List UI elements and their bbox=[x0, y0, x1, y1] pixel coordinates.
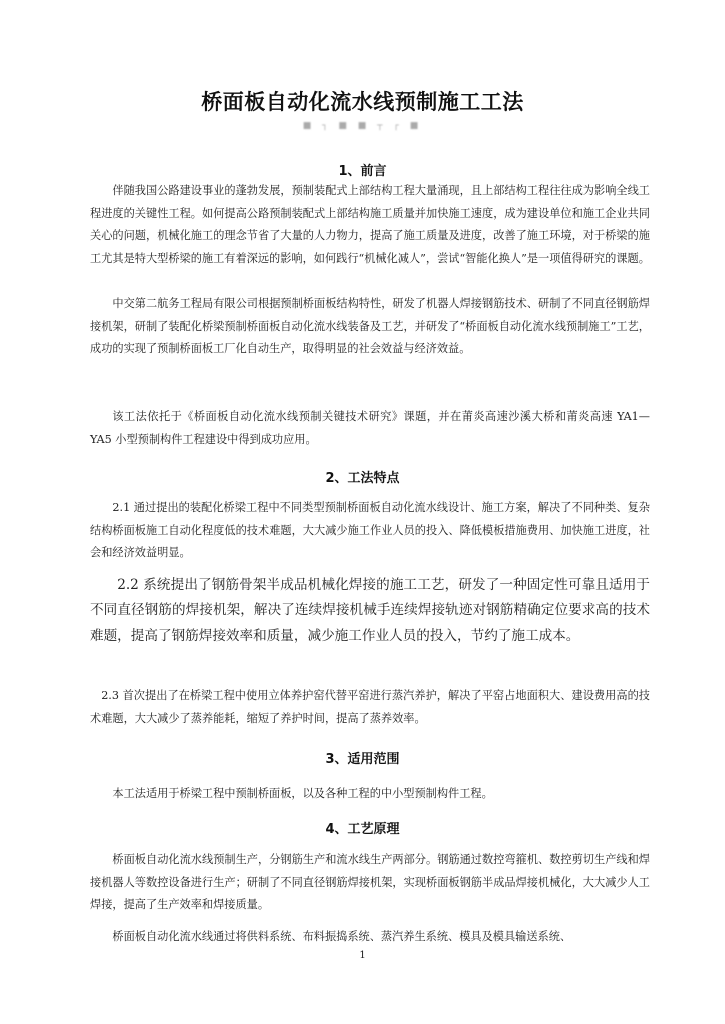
paragraph: 2.3 首次提出了在桥梁工程中使用立体养护窑代替平窑进行蒸汽养护，解决了平窑占地面积大、建设费用高的技术难题，大大减少了蒸养能耗，缩短了养护时间，提高了蒸养效率。 bbox=[90, 689, 650, 725]
paragraph: 中交第二航务工程局有限公司根据预制桥面板结构特性，研发了机器人焊接钢筋技术、研制了不同直径钢筋焊接机架，研制了装配化桥梁预制桥面板自动化流水线装备及工艺，并研发了“桥面板自动化流水线预制施工”工艺，成功的实现了预制桥面板工厂化自动生产，取得明显的社会效益与经济效益。 bbox=[90, 297, 650, 355]
paragraph: 伴随我国公路建设事业的蓬勃发展，预制装配式上部结构工程大量涌现，且上部结构工程往往成为影响全线工程进度的关键性工程。如何提高公路预制装配式上部结构施工质量并加快施工速度，成为建设单位和施工企业共同关心的问题，机械化施工的理念节省了大量的人力物力，提高了施工质量及进度，改善了施工环境，对于桥梁的施工尤其是特大型桥梁的施工有着深远的影响，如何践行“机械化减人”，尝试“智能化换人”是一项值得研究的课题。 bbox=[90, 184, 650, 265]
paragraph: 2.1 通过提出的装配化桥梁工程中不同类型预制桥面板自动化流水线设计、施工方案，解决了不同种类、复杂结构桥面板施工自动化程度低的技术难题，大大减少施工作业人员的投入、降低模板措施费用、加快施工进度，社会和经济效益明显。 bbox=[90, 501, 650, 559]
section-heading-principle: 4、工艺原理 bbox=[325, 822, 400, 837]
paragraph: 该工法依托于《桥面板自动化流水线预制关键技术研究》课题，并在莆炎高速沙溪大桥和莆炎高速 YA1—YA5 小型预制构件工程建设中得到成功应用。 bbox=[90, 410, 650, 446]
document-title: 桥面板自动化流水线预制施工工法 bbox=[201, 90, 524, 114]
paragraph: 桥面板自动化流水线通过将供料系统、布料振捣系统、蒸汽养生系统、模具及模具输送系统、 bbox=[112, 930, 572, 943]
document-subtitle: ■ ┐ ■ ■ ┬ ┌ ■ bbox=[302, 121, 423, 131]
section-heading-scope: 3、适用范围 bbox=[325, 752, 400, 767]
section-heading-features: 2、工法特点 bbox=[325, 471, 400, 486]
paragraph: 桥面板自动化流水线预制生产，分钢筋生产和流水线生产两部分。钢筋通过数控弯箍机、数控剪切生产线和焊接机器人等数控设备进行生产；研制了不同直径钢筋焊接机架，实现桥面板钢筋半成品焊接机械化，大大减少人工焊接，提高了生产效率和焊接质量。 bbox=[90, 853, 650, 911]
paragraph: 本工法适用于桥梁工程中预制桥面板，以及各种工程的中小型预制构件工程。 bbox=[112, 787, 493, 800]
page-number: 1 bbox=[359, 950, 366, 961]
paragraph: 2.2 系统提出了钢筋骨架半成品机械化焊接的施工工艺，研发了一种固定性可靠且适用于不同直径钢筋的焊接机架，解决了连续焊接机械手连续焊接轨迹对钢筋精确定位要求高的技术难题，提高了钢筋焊接效率和质量，减少施工作业人员的投入，节约了施工成本。 bbox=[90, 577, 650, 644]
section-heading-intro: 1、前言 bbox=[338, 164, 387, 179]
